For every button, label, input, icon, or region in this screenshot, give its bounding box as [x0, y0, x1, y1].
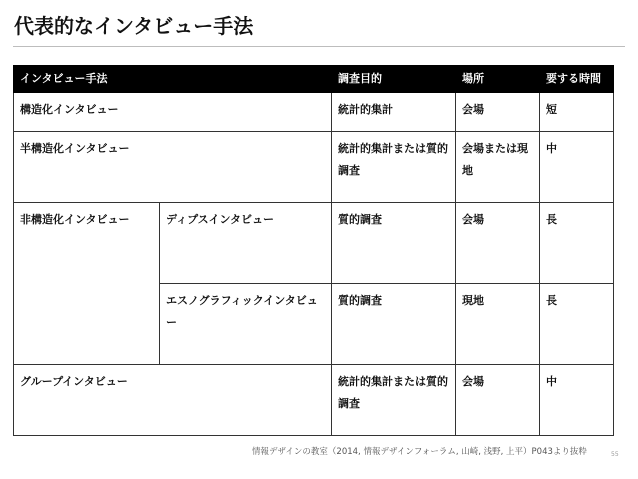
slide-title: 代表的なインタビュー手法	[14, 14, 254, 38]
cell-purpose: 統計的集計または質的調査	[332, 365, 456, 436]
cell-purpose: 質的調査	[332, 284, 456, 365]
cell-method: 構造化インタビュー	[14, 93, 332, 132]
table-row	[14, 93, 614, 132]
table-header-row	[14, 66, 614, 93]
table-row	[14, 365, 614, 436]
interview-methods-table	[13, 65, 614, 436]
cell-place: 会場または現地	[456, 132, 540, 203]
cell-submethod: ディプスインタビュー	[160, 203, 332, 284]
table-row	[14, 132, 614, 203]
cell-purpose: 統計的集計	[332, 93, 456, 132]
cell-purpose: 質的調査	[332, 203, 456, 284]
cell-place: 会場	[456, 203, 540, 284]
cell-method: 半構造化インタビュー	[14, 132, 332, 203]
cell-time: 中	[540, 132, 614, 203]
header-time: 要する時間	[540, 66, 614, 93]
header-method: インタビュー手法	[14, 66, 332, 93]
title-divider	[13, 46, 625, 47]
source-caption: 情報デザインの教室（2014, 情報デザインフォーラム, 山崎, 浅野, 上平）P043より抜粋	[252, 447, 587, 457]
cell-place: 会場	[456, 365, 540, 436]
cell-method: グループインタビュー	[14, 365, 332, 436]
page-number: 55	[611, 451, 619, 458]
header-place: 場所	[456, 66, 540, 93]
cell-submethod: エスノグラフィックインタビュー	[160, 284, 332, 365]
cell-place: 会場	[456, 93, 540, 132]
cell-time: 中	[540, 365, 614, 436]
cell-place: 現地	[456, 284, 540, 365]
header-purpose: 調査目的	[332, 66, 456, 93]
cell-time: 短	[540, 93, 614, 132]
cell-method: 非構造化インタビュー	[14, 203, 160, 365]
cell-time: 長	[540, 284, 614, 365]
cell-time: 長	[540, 203, 614, 284]
table-row	[14, 203, 614, 284]
cell-purpose: 統計的集計または質的調査	[332, 132, 456, 203]
